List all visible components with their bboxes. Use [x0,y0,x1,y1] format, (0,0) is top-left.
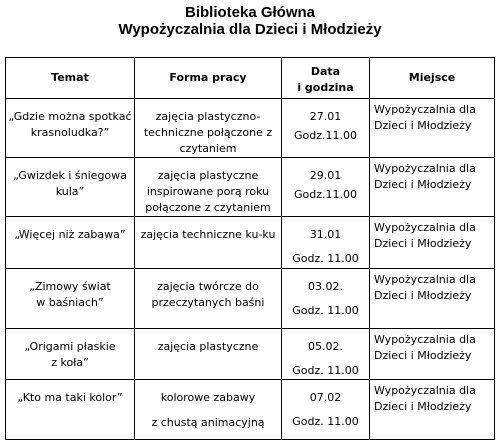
cell-temat [6,380,135,440]
cell-forma [135,380,282,440]
column-header-data-line2: i godzina [297,81,354,94]
miejsce-line: Wypożyczalnia dla [374,273,476,286]
cell-data [282,99,370,158]
forma-line: zajęcia techniczne ku-ku [140,228,276,241]
time-value: Godz. 11.00 [292,252,359,265]
cell-forma [135,269,282,329]
forma-line: przeczytanych baśni [151,296,265,309]
temat-line: „Więcej niż zabawa” [14,228,126,241]
cell-data [282,269,370,329]
miejsce-line: Dzieci i Młodzieży [374,119,472,132]
date-value: 31.01 [309,228,342,241]
forma-line: inspirowane porą roku [146,185,270,198]
forma-line: czytaniem [179,142,237,155]
cell-data [282,329,370,380]
cell-miejsce [370,158,495,217]
cell-temat [6,99,135,158]
table-header-row [6,58,495,99]
temat-line: „Origami płaskie [24,340,116,353]
forma-line: zajęcia plastyczno- [155,110,261,123]
cell-data [282,380,370,440]
time-value: Godz.11.00 [294,129,357,142]
schedule-table [5,57,495,440]
cell-data [282,217,370,269]
temat-line: z koła” [51,356,89,369]
miejsce-line: Wypożyczalnia dla [374,384,476,397]
miejsce-line: Wypożyczalnia dla [374,103,476,116]
temat-line: „Gwizdek i śniegowa [13,169,127,182]
cell-temat [6,269,135,329]
cell-forma [135,329,282,380]
time-value: Godz. 11.00 [292,304,359,317]
miejsce-line: Dzieci i Młodzieży [374,237,472,250]
cell-data [282,158,370,217]
cell-miejsce [370,217,495,269]
miejsce-line: Dzieci i Młodzieży [374,178,472,191]
cell-miejsce [370,269,495,329]
temat-line: „Gdzie można spotkać [8,110,132,123]
forma-line: techniczne połączone z [143,126,273,139]
temat-line: „Kto ma taki kolor” [17,391,123,404]
table-row [6,269,495,329]
miejsce-line: Wypożyczalnia dla [374,333,476,346]
table-row [6,99,495,158]
time-value: Godz.11.00 [294,188,357,201]
time-value: Godz. 11.00 [292,364,359,377]
miejsce-line: Wypożyczalnia dla [374,221,476,234]
forma-line: zajęcia twórcze do [157,280,259,293]
column-header-temat: Temat [6,58,135,99]
temat-line: krasnoludka?” [30,126,110,139]
table-row [6,158,495,217]
table-row [6,217,495,269]
cell-temat [6,217,135,269]
cell-forma [135,217,282,269]
forma-line: zajęcia plastyczne [157,340,259,353]
column-header-data-line1: Data [310,65,341,78]
miejsce-line: Dzieci i Młodzieży [374,400,472,413]
cell-miejsce [370,380,495,440]
date-value: 07.02 [309,391,342,404]
page-subtitle: Wypożyczalnia dla Dzieci i Młodzieży [118,21,382,38]
date-value: 03.02. [308,280,343,293]
date-value: 05.02. [308,340,343,353]
cell-temat [6,158,135,217]
cell-forma [135,99,282,158]
miejsce-line: Dzieci i Młodzieży [374,289,472,302]
temat-line: kula” [55,185,85,198]
temat-line: „Zimowy świat [29,280,111,293]
column-header-data [282,58,370,99]
cell-temat [6,329,135,380]
cell-forma [135,158,282,217]
forma-line: zajęcia plastyczne [157,169,259,182]
temat-line: w baśniach” [36,296,104,309]
miejsce-line: Wypożyczalnia dla [374,162,476,175]
page-title: Biblioteka Główna [184,4,316,21]
date-value: 27.01 [309,110,342,123]
date-value: 29.01 [309,169,342,182]
column-header-miejsce: Miejsce [370,58,495,99]
time-value: Godz. 11.00 [292,415,359,428]
forma-line: kolorowe zabawy [160,391,256,404]
forma-spacer [137,406,279,415]
table-row [6,380,495,440]
miejsce-line: Dzieci i Młodzieży [374,349,472,362]
table-row [6,329,495,380]
cell-miejsce [370,99,495,158]
forma-line: połączone z czytaniem [145,201,271,214]
cell-miejsce [370,329,495,380]
column-header-forma: Forma pracy [135,58,282,99]
forma-line: z chustą animacyjną [151,416,265,429]
